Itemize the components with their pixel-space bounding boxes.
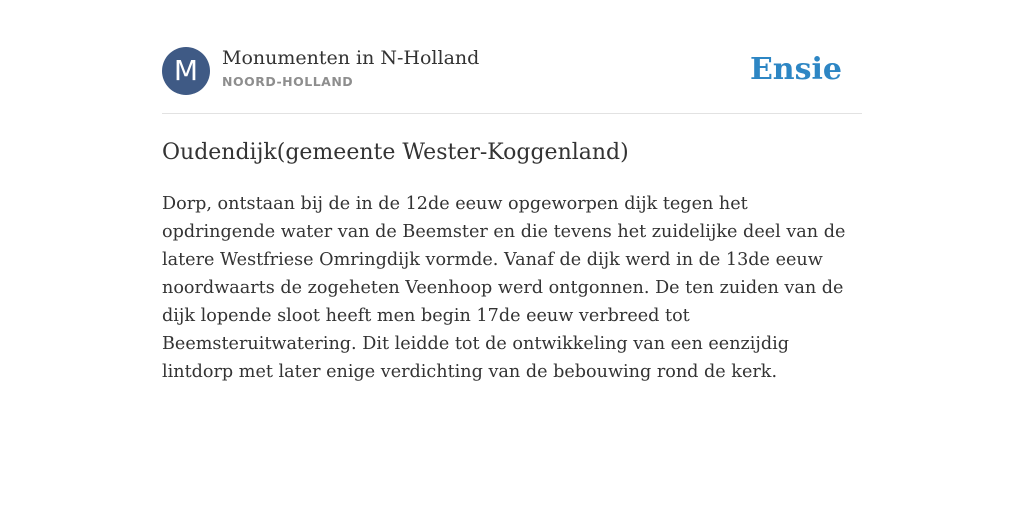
- article-title: Oudendijk(gemeente Wester-Koggenland): [162, 140, 629, 165]
- brand-logo[interactable]: Ensie: [749, 52, 842, 87]
- header: [162, 46, 862, 96]
- site-subtitle: NOORD-HOLLAND: [222, 74, 354, 89]
- divider: [162, 113, 862, 114]
- site-title[interactable]: Monumenten in N-Holland: [222, 47, 480, 69]
- avatar[interactable]: M: [162, 47, 210, 95]
- article-body: Dorp, ontstaan bij de in de 12de eeuw opgeworpen dijk tegen het opdringende water van de Beemster en die tevens het zuidelijke deel van de latere Westfriese Omringdijk vormde. Vanaf de dijk werd in de 13de eeuw noordwaarts de zogeheten Veenhoop werd ontgonnen. De ten zuiden van de dijk lopende sloot heeft men begin 17de eeuw verbreed tot Beemsteruitwatering. Dit leidde tot de ontwikkeling van een eenzijdig lintdorp met later enige verdichting van de bebouwing rond de kerk.: [162, 194, 846, 382]
